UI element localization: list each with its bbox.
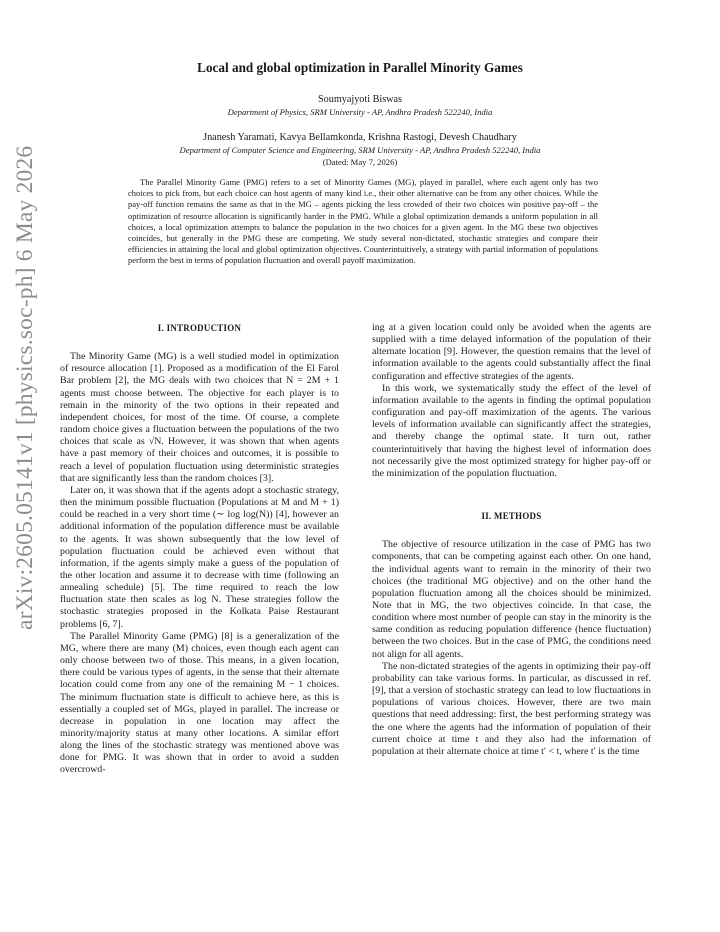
affiliation-line-2: Department of Computer Science and Engineering, SRM University - AP, Andhra Pradesh 522240, India — [179, 145, 541, 155]
intro-paragraph-4: In this work, we systematically study the effect of the level of information available to the agents in finding the optimal population configuration and pay-off maximization of the agents. The various levels of information available can significantly affect the strategies, and thereby change the optimal state. It turn out, rather counterintuitively that having the highest level of information does not necessarily give the most optimized strategy for higher pay-off or the minimization of the population fluctuation. — [372, 382, 651, 479]
abstract: The Parallel Minority Game (PMG) refers to a set of Minority Games (MG), played in parallel, where each agent only has two choices to pick from, but each choice can host agents of many kind i.e., their other alternative can be from any other choices. While the pay-off function remains the same as that in the MG – agents picking the less crowded of their two choices win positive pay-off – the optimization of resource allocation is significantly harder in the PMG. While a global optimization demands a uniform population in all choices, a local optimization attempts to balance the population in the two choices for a given agent. In the MG these two objectives coincides, but generally in the PMG these are competing. We study several non-dictated, stochastic strategies and compare their efficiencies in attaining the local and global optimization objectives. Counterintuitively, a strategy with partial information of populations perform the best in terms of population fluctuation and overall payoff maximization. — [128, 177, 598, 266]
intro-paragraph-3: The Parallel Minority Game (PMG) [8] is a generalization of the MG, where there are many (M) choices, even though each agent can only choose between two of those. This means, in a given location, there could be various types of agents, in the sense that their alternate location could come from any one of the remaining M − 1 choices. The minimum fluctuation state is difficult to achieve here, as this is essentially a coupled set of MGs, played in parallel. The increase or decrease in population in one location may affect the minority/majority status at many other locations. A similar effort along the lines of the stochastic strategy was mentioned above was done for PMG. It was shown that in order to avoid a sudden overcrowd- — [60, 630, 339, 776]
author-line-2: Jnanesh Yaramati, Kavya Bellamkonda, Krishna Rastogi, Devesh Chaudhary — [203, 132, 517, 143]
affiliation-line-1: Department of Physics, SRM University - AP, Andhra Pradesh 522240, India — [227, 107, 493, 117]
right-column — [372, 322, 651, 758]
intro-paragraph-3-continued: ing at a given location could only be avoided when the agents are supplied with a time delayed information of the population of their alternate location [9]. However, the question remains that the level of information available to the agents could substantially affect the final configuration and effective strategies of the agents. — [372, 322, 651, 382]
left-column — [60, 322, 339, 777]
intro-paragraph-2: Later on, it was shown that if the agents adopt a stochastic strategy, then the minimum possible fluctuation (Populations at M and M + 1) could be reached in a very short time (∼ log log(N)) [4], however an additional information of the population difference must be available to the agents. It was shown subsequently that the low level of population fluctuation could be achieved even without that information, if the agents simply make a guess of the population of the other location and assume it to decrease with time (following an annealing schedule) [5]. The time required to reach the low fluctuation state then scales as log N. These strategies follow the stochastic strategies proposed in the Kolkata Paise Restaurant problems [6, 7]. — [60, 484, 339, 630]
dated-line: (Dated: May 7, 2026) — [322, 157, 398, 167]
paper-title: Local and global optimization in Parallel Minority Games — [197, 60, 523, 75]
author-line-1: Soumyajyoti Biswas — [317, 94, 403, 105]
section-heading-introduction: I. INTRODUCTION — [157, 323, 242, 333]
section-heading-methods: II. METHODS — [481, 511, 542, 522]
intro-paragraph-1: The Minority Game (MG) is a well studied model in optimization of resource allocation [1]. Proposed as a modification of the El Farol Bar problem [2], the MG deals with two choices that N = 2M + 1 agents must choose between. The objective for each player is to remain in the minority of the two options in their repeated and independent choices, for most of the time. Of course, a complete random choice gives a fluctuation between the populations of the two choices that scale as √N. However, it was shown that when agents have a past memory of their choices and outcomes, it is possible to reach a level of population fluctuation using deterministic strategies that are significantly less than the random choices [3]. — [60, 351, 339, 484]
methods-paragraph-2: The non-dictated strategies of the agents in optimizing their pay-off probability can take various forms. In particular, as discussed in ref. [9], that a version of stochastic strategy can lead to low fluctuations in populations of various choices. However, there are two main questions that need addressing: first, the best performing strategy was the one where the agents had the information of population of their current choice at time t and they also had the information of population at their alternate choice at time t′ < t, where t′ is the time — [372, 660, 651, 757]
arxiv-identifier-stamp: arXiv:2605.05141v1 [physics.soc-ph] 6 May 2026 — [12, 145, 38, 630]
methods-paragraph-1: The objective of resource utilization in the case of PMG has two components, that can be competing against each other. On one hand, the individual agents want to remain in the minority of their two choices (the traditional MG objective) and on the other hand the population fluctuation among all the choices should be minimized. Note that in MG, the two objectives coincide. In that case, the condition where most number of people can stay in the minority is the same condition as reducing population difference (hence fluctuation) between the two choices. But in the case of PMG, the conditions need not align for all agents. — [372, 539, 651, 660]
